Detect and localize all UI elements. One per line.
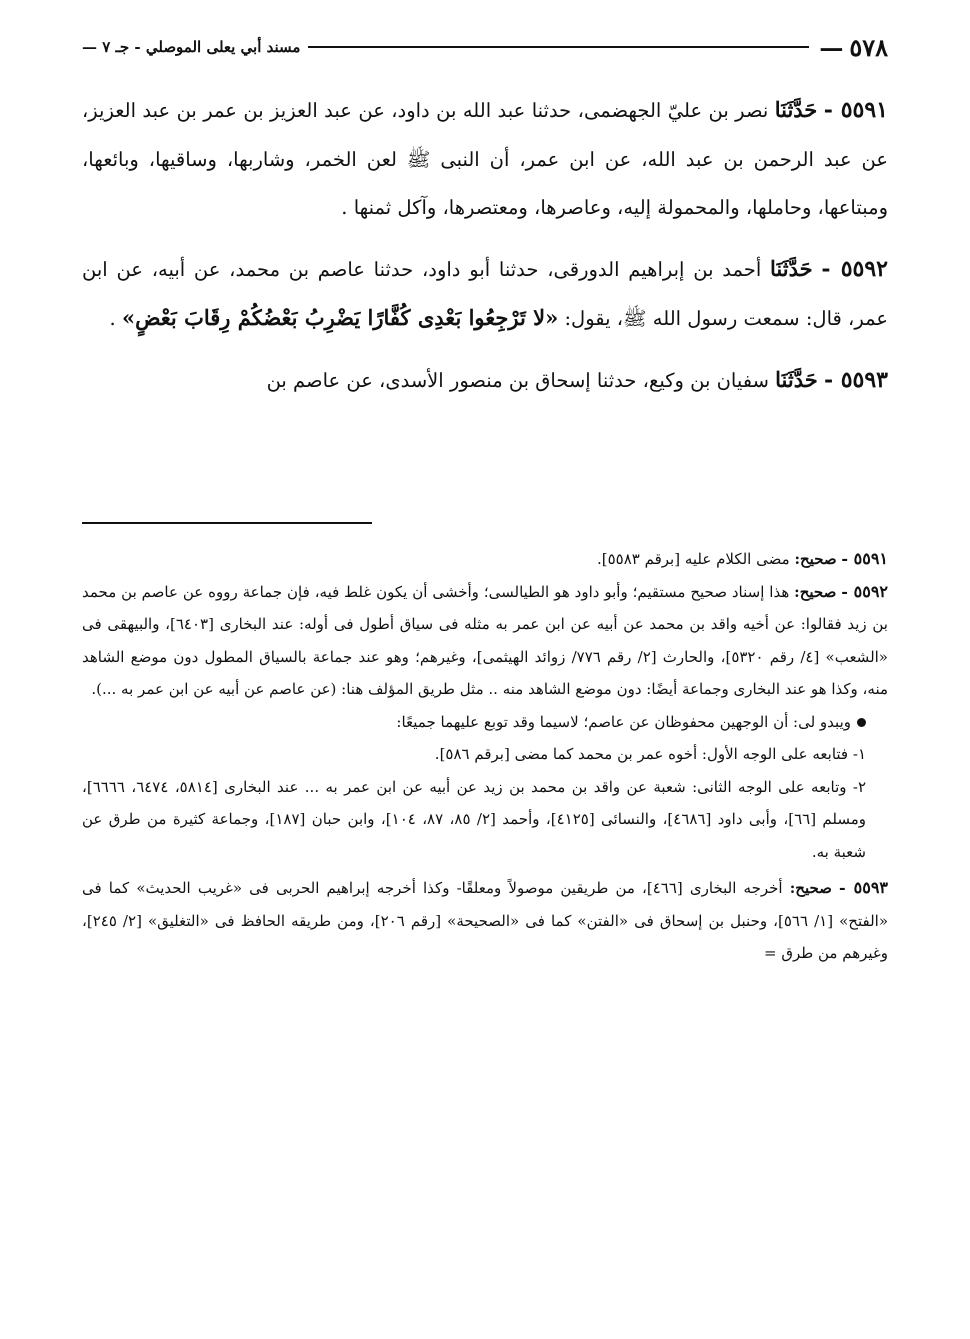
footnote-separator bbox=[82, 522, 372, 524]
hadith-number: ٥٥٩٣ - bbox=[823, 366, 888, 393]
footnote-label: صحيح: bbox=[794, 582, 837, 601]
page-header bbox=[82, 30, 888, 64]
running-title: مسند أبي يعلى الموصلي - جـ ٧ — bbox=[82, 38, 300, 56]
hadith-opening: حَدَّثَنَا bbox=[774, 97, 818, 122]
footnotes bbox=[82, 543, 888, 970]
hadith-text: أحمد بن إبراهيم الدورقى، حدثنا أبو داود، حدثنا عاصم بن محمد، عن أبيه، عن ابن عمر، قال: سمعت رسول الله ﷺ، يقول: bbox=[82, 257, 888, 330]
footnote-5593 bbox=[82, 872, 888, 970]
footnote-text: هذا إسناد صحيح مستقيم؛ وأبو داود هو الطيالسى؛ وأخشى أن يكون غلط فيه، فإن جماعة رووه عن عاصم بن محمد بن زيد فقالوا: عن أخيه واقد بن محمد عن أبيه عن ابن عمر به مثله فى سياق أطول فى أوله: عند البخارى [٦٤٠٣]، والبيهقى فى «الشعب» [٤/ رقم ٥٣٢٠]، والحارث [٢/ رقم ٧٧٦/ زوائد الهيثمى]، وغيرهم؛ وهو عند جماعة بالسياق المطول دون موضع الشاهد منه، وكذا هو عند البخارى وجماعة أيضًا: دون موضع الشاهد منه .. مثل طريق المؤلف هنا: (عن عاصم عن أبيه عن ابن عمر به ...). bbox=[82, 582, 888, 698]
footnote-bullet-text: ويبدو لى: أن الوجهين محفوظان عن عاصم؛ لاسيما وقد توبع عليهما جميعًا: bbox=[396, 712, 851, 731]
hadith-opening: حَدَّثَنَا bbox=[775, 366, 818, 392]
hadith-text: سفيان بن وكيع، حدثنا إسحاق بن منصور الأسدى، عن عاصم بن bbox=[266, 368, 769, 392]
main-text bbox=[82, 86, 888, 417]
footnote-5591 bbox=[82, 543, 888, 576]
bullet-icon bbox=[857, 718, 866, 727]
hadith-5593 bbox=[82, 356, 888, 406]
footnote-label: صحيح: bbox=[794, 550, 837, 568]
hadith-text: نصر بن عليّ الجهضمى، حدثنا عبد الله بن داود، عن عبد العزيز بن عمر بن عبد العزيز، عن عبد الرحمن بن عبد الله، عن ابن عمر، أن النبى ﷺ لعن الخمر، وشاربها، وساقيها، وبائعها، ومبتاعها، وحاملها، والمحمولة إليه، وعاصرها، ومعتصرها، وآكل ثمنها . bbox=[82, 99, 888, 219]
hadith-opening: حَدَّثَنَا bbox=[770, 255, 813, 281]
hadith-5591 bbox=[82, 86, 888, 233]
footnote-5592 bbox=[82, 576, 888, 706]
footnote-number: ٥٥٩٣ - bbox=[839, 878, 888, 897]
header-rule bbox=[308, 46, 809, 48]
footnote-number: ٥٥٩١ - bbox=[841, 549, 888, 568]
footnote-item-1: ١- فتابعه على الوجه الأول: أخوه عمر بن محمد كما مضى [برقم ٥٨٦]. bbox=[434, 745, 866, 763]
footnote-item-2: ٢- وتابعه على الوجه الثانى: شعبة عن واقد بن محمد بن زيد عن أبيه عن ابن عمر به ... عند البخارى [٥٨١٤، ٦٤٧٤، ٦٦٦٦]، ومسلم [٦٦]، وأبى داود [٤٦٨٦]، والنسائى [٤١٢٥]، وأحمد [٢/ ٨٥، ٨٧، ١٠٤]، وابن حبان [١٨٧]، وجماعة كثيرة من طرق عن شعبة به. bbox=[82, 777, 867, 861]
page-number: ٥٧٨ — bbox=[809, 33, 888, 62]
hadith-number: ٥٥٩١ - bbox=[823, 97, 888, 123]
footnote-label: صحيح: bbox=[789, 879, 832, 897]
footnote-text: أخرجه البخارى [٤٦٦]، من طريقين موصولاً ومعلقًا- وكذا أخرجه إبراهيم الحربى فى «غريب الحديث» كما فى «الفتح» [١/ ٥٦٦]، وحنبل بن إسحاق فى «الفتن» كما فى «الصحيحة» [رقم ٢٠٦]، ومن طريقه الحافظ فى «التغليق» [٢/ ٢٤٥]، وغيرهم من طرق = bbox=[82, 879, 889, 962]
hadith-5592 bbox=[82, 245, 888, 344]
hadith-quote: «لا تَرْجِعُوا بَعْدِى كُفَّارًا يَضْرِبُ بَعْضُكُمْ رِقَابَ بَعْضٍ» bbox=[121, 305, 559, 330]
hadith-end: . bbox=[109, 307, 116, 330]
footnote-bullet bbox=[82, 706, 888, 739]
footnote-text: مضى الكلام عليه [برقم ٥٥٨٣]. bbox=[596, 550, 790, 568]
hadith-number: ٥٥٩٢ - bbox=[821, 255, 888, 282]
footnote-number: ٥٥٩٢ - bbox=[841, 581, 888, 601]
